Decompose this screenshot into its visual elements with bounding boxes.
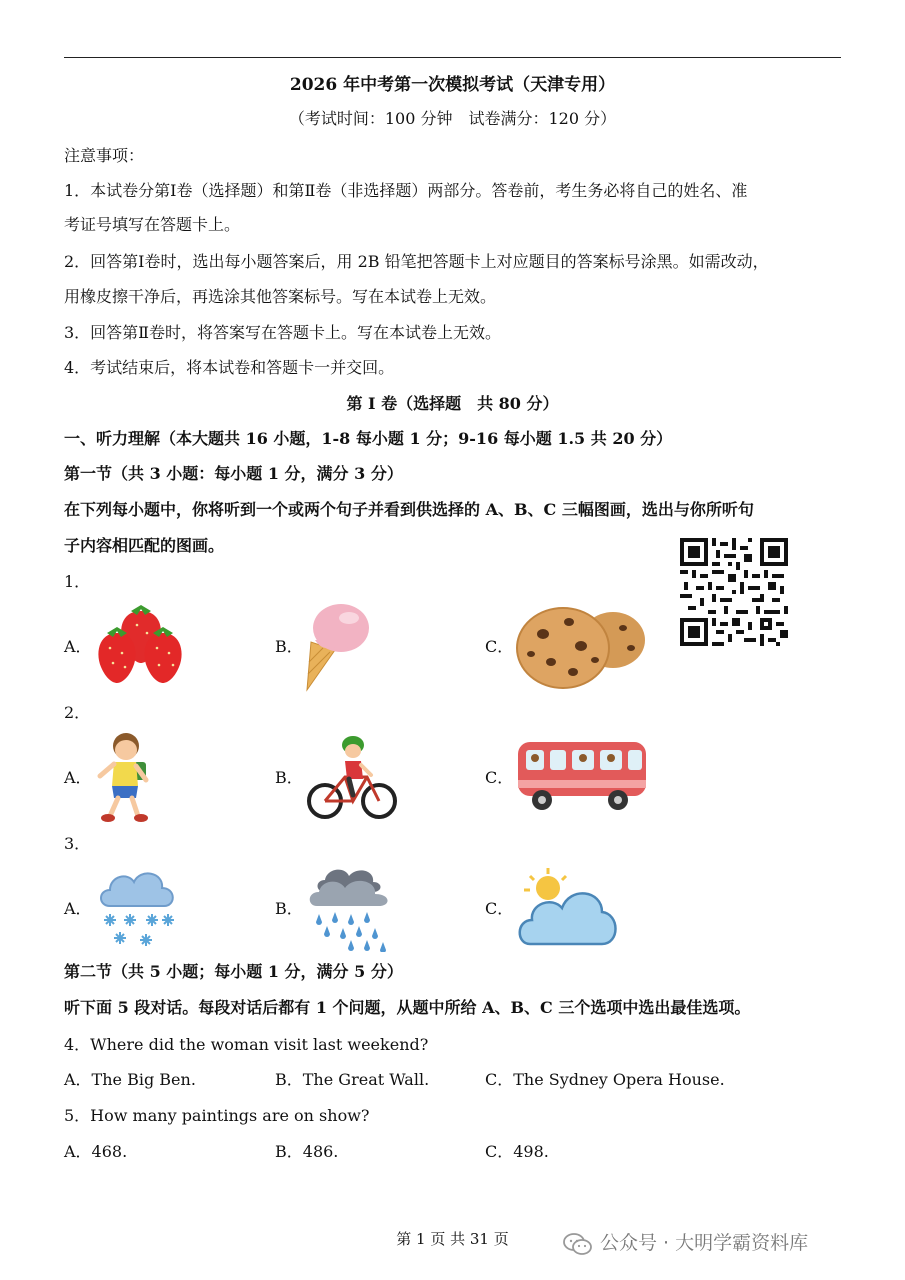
q2-option-b[interactable]: B． (275, 768, 303, 787)
question-2-number: 2． (64, 703, 91, 722)
sun-cloud-icon (516, 864, 620, 950)
q5-option-c[interactable]: C．498. (485, 1142, 549, 1161)
qr-code-icon (680, 538, 788, 646)
watermark: 公众号 · 大明学霸资料库 (600, 1232, 809, 1254)
ice-cream-icon (303, 602, 373, 692)
exam-title: 2026 年中考第一次模拟考试（天津专用） (289, 75, 616, 95)
snow-cloud-icon (96, 862, 180, 950)
walking-boy-icon (96, 732, 154, 824)
q4-option-a[interactable]: A．The Big Ben. (64, 1070, 196, 1089)
bus-icon (516, 738, 648, 812)
note-3: 3．回答第Ⅱ卷时，将答案写在答题卡上。写在本试卷上无效。 (64, 323, 502, 342)
note-4: 4．考试结束后，将本试卷和答题卡一并交回。 (64, 358, 395, 377)
note-1b: 考证号填写在答题卡上。 (64, 215, 241, 234)
q2-option-c[interactable]: C． (485, 768, 514, 787)
section1-instruction-a: 在下列每小题中，你将听到一个或两个句子并看到供选择的 A、B、C 三幅图画，选出与你所听句 (64, 500, 754, 519)
cookies-icon (515, 600, 647, 690)
q5-option-b[interactable]: B．486. (275, 1142, 339, 1161)
q1-option-a[interactable]: A． (64, 637, 92, 656)
cyclist-icon (305, 733, 399, 823)
question-1-number: 1． (64, 572, 91, 591)
exam-subtitle: （考试时间：100 分钟 试卷满分：120 分） (288, 109, 617, 128)
section2-heading: 第二节（共 5 小题；每小题 1 分，满分 5 分） (64, 962, 403, 981)
header-rule (64, 57, 841, 58)
notes-heading: 注意事项： (64, 146, 145, 165)
part1-title: 第 I 卷（选择题 共 80 分） (346, 394, 559, 413)
question-3-number: 3． (64, 834, 91, 853)
note-2a: 2．回答第Ⅰ卷时，选出每小题答案后，用 2B 铅笔把答题卡上对应题目的答案标号涂黑。如需改动， (64, 252, 769, 271)
q4-option-c[interactable]: C．The Sydney Opera House. (485, 1070, 725, 1089)
question-5: 5．How many paintings are on show? (64, 1106, 370, 1125)
q4-option-b[interactable]: B．The Great Wall. (275, 1070, 430, 1089)
page-number: 第 1 页 共 31 页 (396, 1230, 509, 1248)
rain-cloud-icon (305, 862, 397, 952)
section1-heading: 第一节（共 3 小题：每小题 1 分，满分 3 分） (64, 464, 403, 483)
q3-option-b[interactable]: B． (275, 899, 303, 918)
q1-option-c[interactable]: C． (485, 637, 514, 656)
wechat-icon (563, 1232, 593, 1256)
strawberries-icon (95, 603, 187, 689)
q3-option-c[interactable]: C． (485, 899, 514, 918)
question-4: 4．Where did the woman visit last weekend? (64, 1035, 429, 1054)
q2-option-a[interactable]: A． (64, 768, 92, 787)
q3-option-a[interactable]: A． (64, 899, 92, 918)
section1-instruction-b: 子内容相匹配的图画。 (64, 536, 225, 555)
section2-instruction: 听下面 5 段对话。每段对话后都有 1 个问题，从题中所给 A、B、C 三个选项中选出最佳选项。 (64, 998, 751, 1017)
listening-heading: 一、听力理解（本大题共 16 小题，1-8 每小题 1 分；9-16 每小题 1.5 共 20 分） (64, 429, 673, 448)
note-1a: 1．本试卷分第Ⅰ卷（选择题）和第Ⅱ卷（非选择题）两部分。答卷前，考生务必将自己的姓名、准 (64, 181, 748, 200)
q1-option-b[interactable]: B． (275, 637, 303, 656)
note-2b: 用橡皮擦干净后，再选涂其他答案标号。写在本试卷上无效。 (64, 287, 497, 306)
q5-option-a[interactable]: A．468. (64, 1142, 128, 1161)
